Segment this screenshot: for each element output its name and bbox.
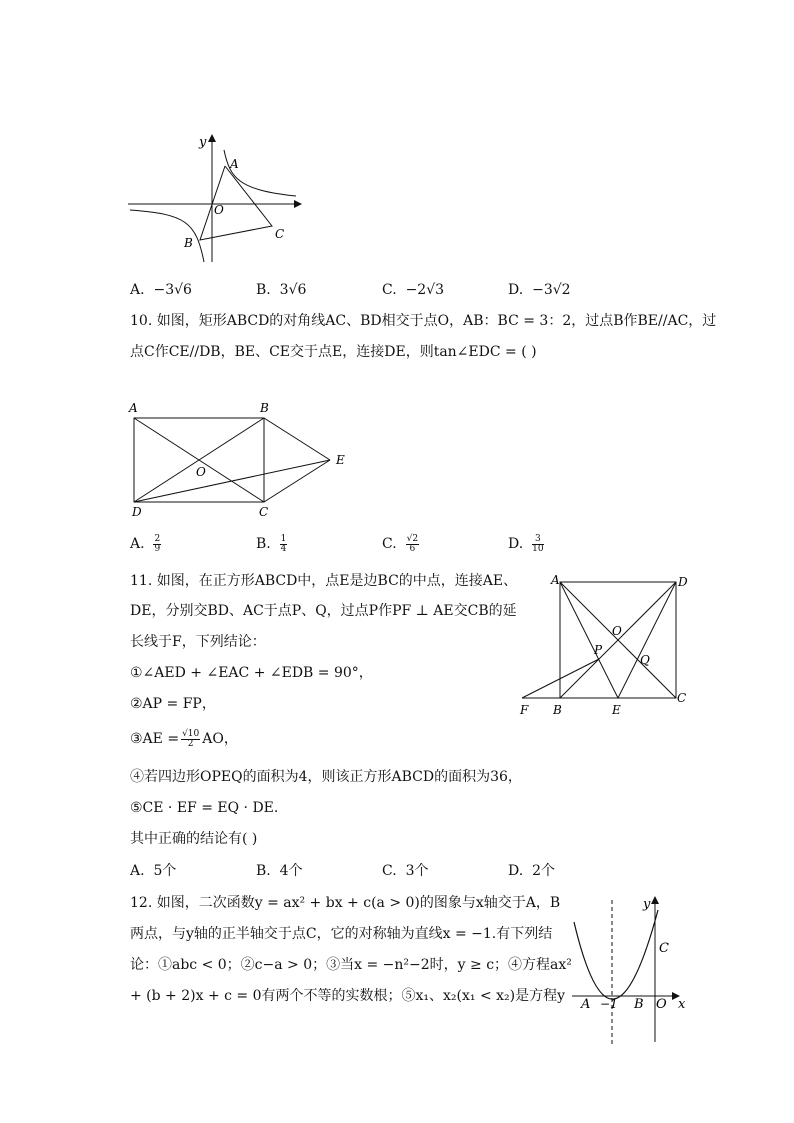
label-y: y bbox=[199, 135, 207, 150]
label-o: O bbox=[612, 624, 622, 638]
q10-option-d: D. $\frac{3}{10}$ bbox=[508, 533, 544, 554]
label-c: C bbox=[677, 691, 687, 705]
label-b: B bbox=[553, 703, 562, 717]
segment-de bbox=[134, 460, 330, 502]
q9-figure bbox=[126, 128, 306, 268]
label-x: x bbox=[678, 997, 686, 1012]
label-o: O bbox=[656, 997, 667, 1012]
q11-conclusion-3: ③AE = $\frac{√10}{2}$ AO， bbox=[130, 728, 238, 749]
q10-option-c: C. $\frac{√2}{6}$ bbox=[382, 533, 419, 554]
label-e: E bbox=[612, 703, 621, 717]
q9-option-a: A. −3√6 bbox=[130, 282, 192, 298]
segment-ce bbox=[264, 460, 330, 502]
label-o: O bbox=[214, 203, 224, 217]
label-a: A bbox=[230, 157, 239, 171]
q11-line-2: DE，分别交BD、AC于点P、Q，过点P作PF ⊥ AE交CB的延 bbox=[130, 603, 517, 619]
q10-option-a: A. $\frac{2}{9}$ bbox=[130, 533, 161, 554]
parabola bbox=[574, 910, 658, 999]
label-a: A bbox=[581, 997, 591, 1012]
q11-conclusion-5: ⑤CE · EF = EQ · DE. bbox=[130, 800, 279, 816]
label-d: D bbox=[678, 575, 688, 589]
label-d: D bbox=[132, 505, 142, 519]
segment-ae bbox=[560, 582, 618, 698]
segment-be bbox=[264, 418, 330, 460]
segment-de bbox=[618, 582, 676, 698]
label-y: y bbox=[643, 897, 651, 912]
q12-line-3: 论：①abc < 0；②c−a > 0；③当x = −n²−2时，y ≥ c；④方程ax² bbox=[130, 957, 572, 973]
q9-option-c: C. −2√3 bbox=[382, 282, 445, 298]
label-f: F bbox=[520, 703, 529, 717]
q12-line-2: 两点，与y轴的正半轴交于点C，它的对称轴为直线x = −1.有下列结 bbox=[130, 926, 553, 942]
label-e: E bbox=[336, 453, 345, 467]
q10-figure bbox=[126, 396, 358, 520]
q10-line-2: 点C作CE//DB，BE、CE交于点E，连接DE，则tan∠EDC = ( ) bbox=[130, 344, 537, 360]
q11-option-a: A. 5个 bbox=[130, 863, 177, 879]
label-a: A bbox=[551, 573, 560, 587]
q12-line-1: 12. 如图，二次函数y = ax² + bx + c(a > 0)的图象与x轴交于A，B bbox=[130, 895, 561, 911]
label-q: Q bbox=[640, 653, 650, 667]
label-b: B bbox=[634, 997, 644, 1012]
q12-figure bbox=[566, 892, 696, 1052]
label-b: B bbox=[260, 401, 269, 415]
label-o: O bbox=[196, 465, 206, 479]
q11-figure bbox=[516, 572, 696, 718]
label-c: C bbox=[259, 505, 269, 519]
label-minus-one: −1 bbox=[600, 997, 618, 1011]
label-p: P bbox=[594, 643, 603, 657]
q11-conclusion-4: ④若四边形OPEQ的面积为4，则该正方形ABCD的面积为36， bbox=[130, 769, 522, 785]
q9-option-b: B. 3√6 bbox=[256, 282, 307, 298]
q10-line-1: 10. 如图，矩形ABCD的对角线AC、BD相交于点O，AB：BC = 3：2，过点B作BE//AC，过 bbox=[130, 313, 717, 329]
q11-line-3: 长线于F，下列结论： bbox=[130, 634, 266, 650]
q10-option-b: B. $\frac{1}{4}$ bbox=[256, 533, 287, 554]
hyperbola-branch-2 bbox=[130, 210, 204, 262]
label-a: A bbox=[129, 401, 138, 415]
q11-option-c: C. 3个 bbox=[382, 863, 429, 879]
q11-line-1: 11. 如图，在正方形ABCD中，点E是边BC的中点，连接AE、 bbox=[130, 573, 518, 589]
q11-question: 其中正确的结论有( ) bbox=[130, 831, 258, 847]
q11-conclusion-1: ①∠AED + ∠EAC + ∠EDB = 90°， bbox=[130, 665, 373, 681]
q11-option-d: D. 2个 bbox=[508, 863, 556, 879]
q11-option-b: B. 4个 bbox=[256, 863, 303, 879]
q11-conclusion-2: ②AP = FP， bbox=[130, 696, 216, 712]
q9-option-d: D. −3√2 bbox=[508, 282, 571, 298]
label-c: C bbox=[659, 941, 669, 956]
q12-line-4: + (b + 2)x + c = 0有两个不等的实数根；⑤x₁、x₂(x₁ < x₂)是方程y bbox=[130, 988, 566, 1004]
label-b: B bbox=[184, 236, 193, 250]
label-c: C bbox=[275, 227, 285, 241]
